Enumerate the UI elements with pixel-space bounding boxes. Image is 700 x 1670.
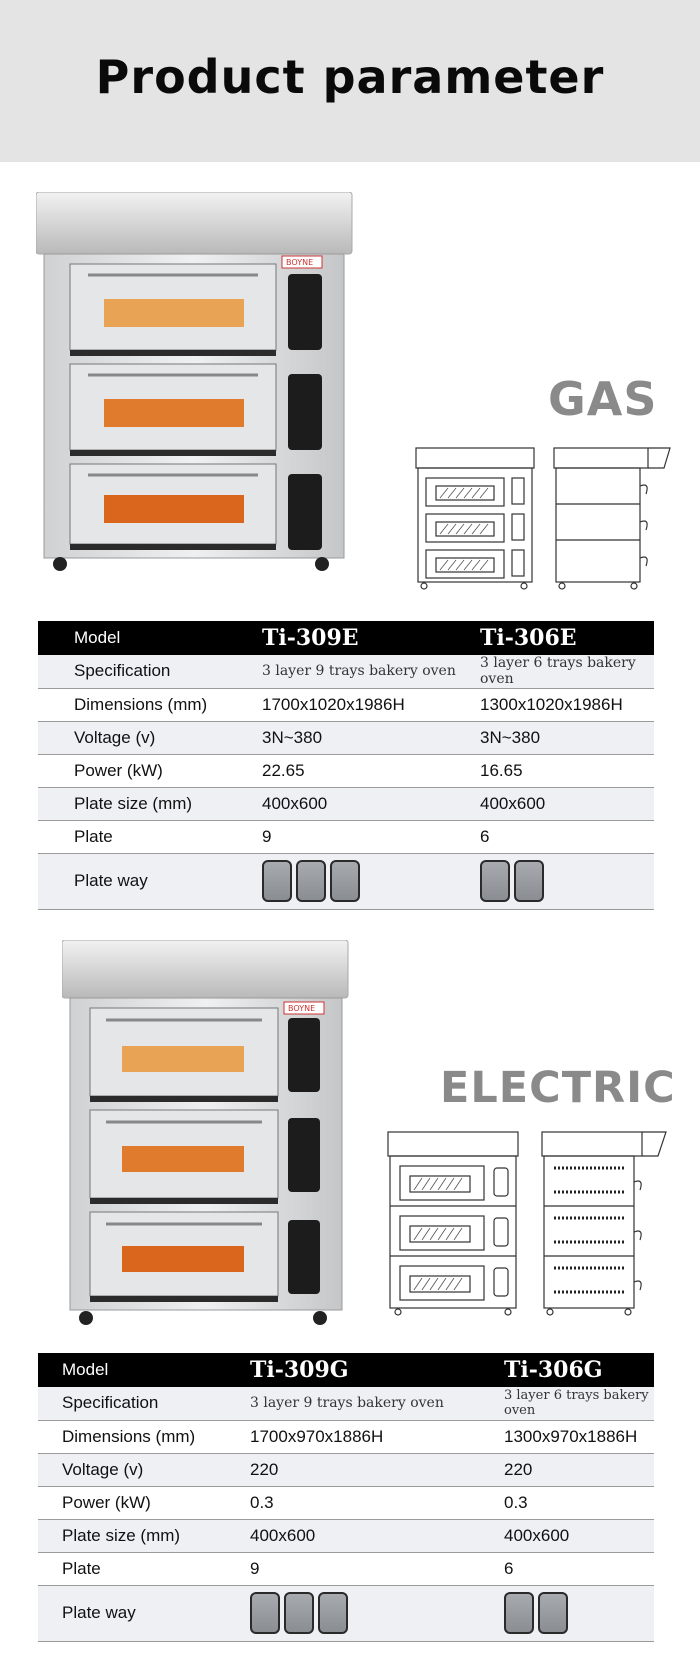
electric-spec-table bbox=[38, 1353, 654, 1642]
tray-icons bbox=[504, 1592, 654, 1634]
tray-icon bbox=[296, 860, 326, 902]
row-label: Voltage (v) bbox=[38, 1453, 250, 1486]
tray-icon bbox=[318, 1592, 348, 1634]
gas-spec-table bbox=[38, 621, 654, 910]
cell-value: 400x600 bbox=[250, 1519, 504, 1552]
row-label: Dimensions (mm) bbox=[38, 1420, 250, 1453]
cell-value: 220 bbox=[504, 1453, 654, 1486]
tray-icon bbox=[504, 1592, 534, 1634]
gas-label: GAS bbox=[548, 372, 658, 426]
cell-value: 6 bbox=[504, 1552, 654, 1585]
table-row bbox=[38, 655, 654, 688]
cell-value: 400x600 bbox=[480, 787, 654, 820]
cell-value: 400x600 bbox=[262, 787, 480, 820]
table-row bbox=[38, 721, 654, 754]
cell-value: 1300x1020x1986H bbox=[480, 688, 654, 721]
tray-icons bbox=[250, 1592, 504, 1634]
tray-icon bbox=[514, 860, 544, 902]
table-header-row bbox=[38, 621, 654, 655]
column-header-model-2: Ti-306G bbox=[504, 1353, 654, 1387]
column-header-model: Model bbox=[38, 621, 262, 655]
cell-value: 0.3 bbox=[250, 1486, 504, 1519]
table-row bbox=[38, 1453, 654, 1486]
electric-brand-logo: BOYNE bbox=[288, 1004, 316, 1013]
table-row bbox=[38, 1585, 654, 1641]
cell-value: 16.65 bbox=[480, 754, 654, 787]
row-label: Dimensions (mm) bbox=[38, 688, 262, 721]
cell-value: 220 bbox=[250, 1453, 504, 1486]
cell-value: 3 layer 9 trays bakery oven bbox=[262, 655, 480, 688]
row-label: Plate size (mm) bbox=[38, 1519, 250, 1552]
tray-icon bbox=[262, 860, 292, 902]
gas-brand-logo: BOYNE bbox=[286, 258, 314, 267]
table-row bbox=[38, 1552, 654, 1585]
cell-value: 9 bbox=[262, 820, 480, 853]
row-label: Power (kW) bbox=[38, 1486, 250, 1519]
electric-technical-drawing bbox=[384, 1130, 674, 1320]
cell-value: 3 layer 6 trays bakery oven bbox=[504, 1387, 654, 1420]
cell-value: 9 bbox=[250, 1552, 504, 1585]
tray-icon bbox=[330, 860, 360, 902]
electric-oven-photo bbox=[62, 940, 352, 1332]
table-row bbox=[38, 787, 654, 820]
cell-value: 3 layer 6 trays bakery oven bbox=[480, 655, 654, 688]
table-row bbox=[38, 820, 654, 853]
plate-way-cell bbox=[504, 1585, 654, 1641]
cell-value: 22.65 bbox=[262, 754, 480, 787]
cell-value: 3N~380 bbox=[480, 721, 654, 754]
row-label: Specification bbox=[38, 655, 262, 688]
row-label: Plate way bbox=[38, 853, 262, 909]
row-label: Plate bbox=[38, 1552, 250, 1585]
row-label: Specification bbox=[38, 1387, 250, 1420]
plate-way-cell bbox=[480, 853, 654, 909]
table-row bbox=[38, 1387, 654, 1420]
row-label: Plate size (mm) bbox=[38, 787, 262, 820]
tray-icon bbox=[250, 1592, 280, 1634]
cell-value: 1700x970x1886H bbox=[250, 1420, 504, 1453]
table-header-row bbox=[38, 1353, 654, 1387]
column-header-model-1: Ti-309E bbox=[262, 621, 480, 655]
row-label: Power (kW) bbox=[38, 754, 262, 787]
tray-icon bbox=[284, 1592, 314, 1634]
gas-oven-photo bbox=[36, 192, 356, 592]
tray-icons bbox=[480, 860, 654, 902]
row-label: Plate way bbox=[38, 1585, 250, 1641]
column-header-model: Model bbox=[38, 1353, 250, 1387]
row-label: Voltage (v) bbox=[38, 721, 262, 754]
table-row bbox=[38, 1519, 654, 1552]
column-header-model-1: Ti-309G bbox=[250, 1353, 504, 1387]
header-banner bbox=[0, 0, 700, 162]
gas-technical-drawing bbox=[412, 446, 674, 592]
row-label: Plate bbox=[38, 820, 262, 853]
tray-icons bbox=[262, 860, 480, 902]
cell-value: 1700x1020x1986H bbox=[262, 688, 480, 721]
plate-way-cell bbox=[250, 1585, 504, 1641]
column-header-model-2: Ti-306E bbox=[480, 621, 654, 655]
cell-value: 0.3 bbox=[504, 1486, 654, 1519]
tray-icon bbox=[480, 860, 510, 902]
table-row bbox=[38, 754, 654, 787]
cell-value: 400x600 bbox=[504, 1519, 654, 1552]
cell-value: 3 layer 9 trays bakery oven bbox=[250, 1387, 504, 1420]
plate-way-cell bbox=[262, 853, 480, 909]
cell-value: 1300x970x1886H bbox=[504, 1420, 654, 1453]
table-row bbox=[38, 853, 654, 909]
page-title: Product parameter bbox=[95, 50, 605, 104]
electric-label: ELECTRIC bbox=[440, 1063, 676, 1113]
cell-value: 3N~380 bbox=[262, 721, 480, 754]
table-row bbox=[38, 1420, 654, 1453]
table-row bbox=[38, 1486, 654, 1519]
tray-icon bbox=[538, 1592, 568, 1634]
cell-value: 6 bbox=[480, 820, 654, 853]
table-row bbox=[38, 688, 654, 721]
